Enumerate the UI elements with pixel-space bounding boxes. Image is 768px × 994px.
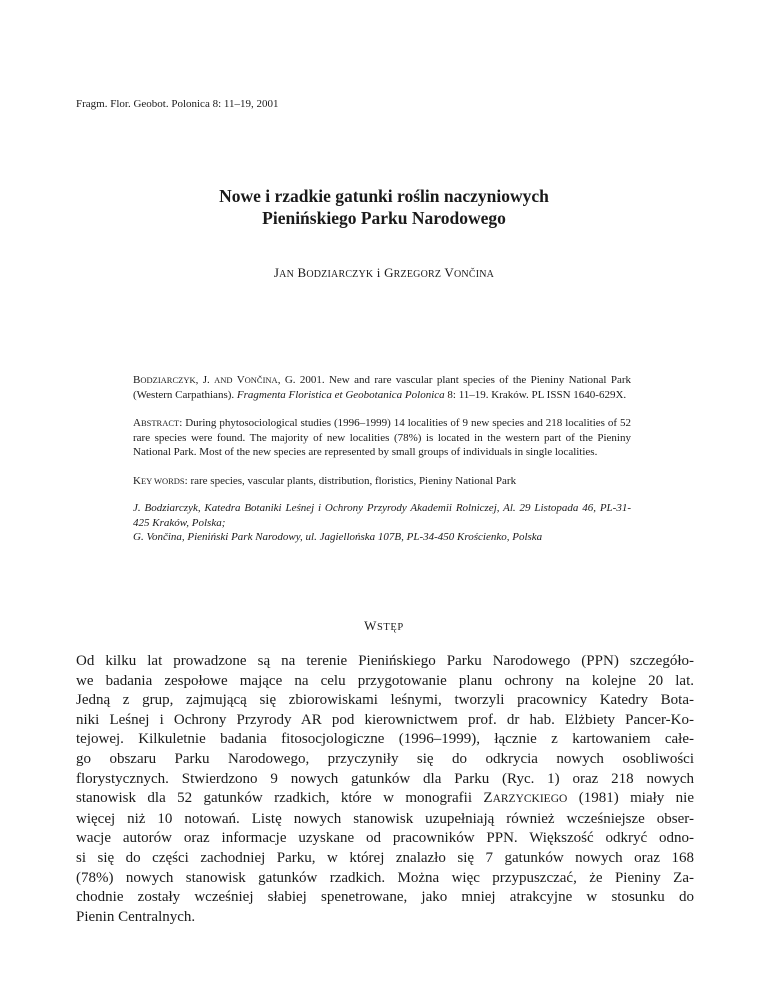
body-line-6: go obszaru Parku Narodowego, przyczyniły się do odkrycia nowych osobliwości (76, 750, 694, 767)
author1-first-initial: J (273, 265, 280, 280)
body-line-8-b: (1981) miały nie (567, 790, 694, 807)
section-heading (0, 618, 768, 634)
body-line-7: florystycznych. Stwierdzono 9 nowych gatunków dla Parku (Ryc. 1) oraz 218 nowych (76, 770, 694, 787)
citation-text: , G. 2001. New and rare vascular plant species of the Pieniny National Park (Western Carpathians). (133, 374, 631, 401)
keywords (133, 474, 631, 489)
running-head: Fragm. Flor. Geobot. Polonica 8: 11–19, 2001 (76, 98, 279, 110)
abstract-text: : During phytosociological studies (1996–1999) 14 localities of 9 new species and 218 localities of 52 rare species were found. The majority of new localities (78%) is located in the western part of the Pieniny National Park. Most of the new species are represented by small groups of individuals in single localities. (133, 417, 631, 458)
body-line-9: więcej niż 10 notowań. Listę nowych stanowisk uzupełniają również wcześniejsze obser- (76, 810, 694, 827)
citation-mid: , J. (195, 374, 215, 386)
body-line-13: chodnie zostały wcześniej słabiej spenetrowane, jako mniej atrakcyjne w stosunku do (76, 889, 694, 906)
citation-and: AND (214, 375, 233, 385)
body-line-3: Jedną z grup, zajmującą się zbiorowiskami leśnymi, tworzyli pracownicy Katedry Bota- (76, 692, 694, 709)
title-line-2: Pienińskiego Parku Narodowego (262, 208, 506, 228)
citation-tail: 8: 11–19. Kraków. PL ISSN 1640-629X. (444, 388, 627, 401)
body-line-10: wacje autorów oraz informacje uzyskane od pracowników PPN. Większość odkryć odno- (76, 830, 694, 847)
body-line-2: we badania zespołowe mające na celu przygotowanie planu ochrony na kolejne 20 lat. (76, 672, 694, 689)
body-paragraph (76, 652, 694, 927)
body-line-5: tejowej. Kilkuletnie badania fitosocjologiczne (1996–1999), łącznie z kartowaniem całe- (76, 731, 694, 748)
affiliation-1: J. Bodziarczyk, Katedra Botaniki Leśnej i Ochrony Przyrody Akademii Rolniczej, Al. 29 Listopada 46, PL-31-425 Kraków, Polska; (133, 502, 631, 529)
body-line-8 (76, 789, 694, 810)
author1-last-rest: ODZIARCZYK (306, 269, 374, 280)
keywords-label-initial: K (133, 474, 141, 487)
body-line-8-a: stanowisk dla 52 gatunków rzadkich, które w monografii (76, 790, 484, 807)
body-line-8-sc-rest: ARZYCKIEGO (492, 793, 568, 806)
section-initial: W (364, 618, 377, 633)
keywords-label-rest: EY WORDS (140, 475, 185, 486)
abstract-label-initial: A (133, 417, 141, 429)
author2-last-initial: V (444, 265, 454, 280)
author-conjunction: i (373, 265, 385, 280)
author-line (0, 265, 768, 281)
author2-first-rest: RZEGORZ (393, 269, 442, 280)
keywords-text: : rare species, vascular plants, distribution, floristics, Pieniny National Park (184, 474, 517, 487)
body-line-4: niki Leśnej i Ochrony Przyrody AR pod kierownictwem prof. dr hab. Elżbiety Pancer-Ko- (76, 711, 694, 728)
abstract (133, 416, 631, 460)
author1-first-rest: AN (279, 269, 295, 280)
body-line-12: (78%) nowych stanowisk gatunków rzadkich. Można więc przypuszczać, że Pieniny Za- (76, 869, 694, 886)
abstract-label-rest: BSTRACT (140, 418, 180, 428)
author2-last-rest: ONČINA (453, 269, 495, 280)
citation-journal: Fragmenta Floristica et Geobotanica Polonica (236, 388, 445, 401)
citation-au1-initial: B (133, 374, 141, 386)
citation-au2-rest: ONČINA (244, 375, 278, 385)
abstract-block (133, 373, 631, 545)
body-line-1: Od kilku lat prowadzone są na terenie Pienińskiego Parku Narodowego (PPN) szczegóło- (76, 653, 694, 669)
affiliation-2: G. Vončina, Pieniński Park Narodowy, ul. Jagiellońska 107B, PL-34-450 Krościenko, Polska (133, 531, 543, 543)
citation-au2-initial: V (232, 374, 245, 386)
citation (133, 373, 631, 402)
author2-first-initial: G (384, 265, 394, 280)
article-title (0, 185, 768, 229)
section-rest: STĘP (376, 622, 404, 633)
body-line-11: si się do części zachodniej Parku, w której znalazło się 7 gatunków nowych oraz 168 (76, 849, 694, 866)
title-line-1: Nowe i rzadkie gatunki roślin naczyniowych (219, 186, 549, 206)
body-line-14: Pienin Centralnych. (76, 908, 196, 925)
author1-last-initial: B (297, 265, 307, 280)
body-line-8-sc-initial: Z (483, 790, 493, 807)
citation-au1-rest: ODZIARCZYK (140, 375, 196, 385)
